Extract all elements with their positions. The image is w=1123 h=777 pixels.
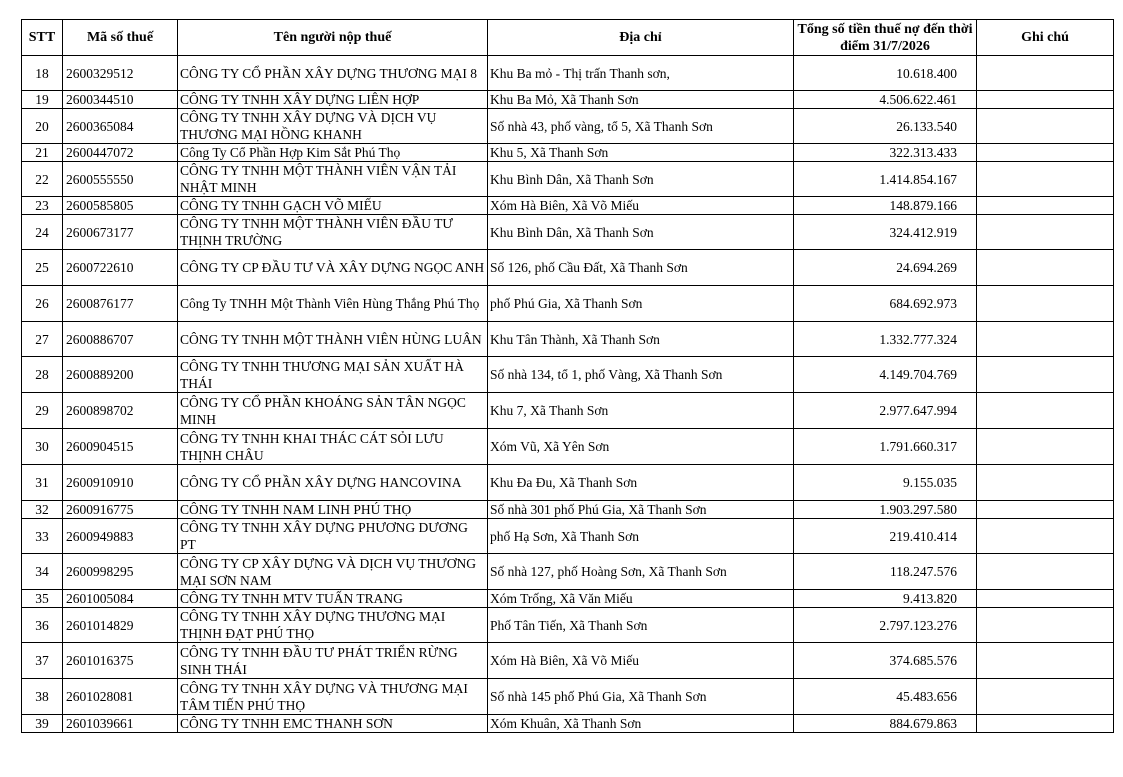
row-tax-code: 2600555550 <box>63 162 178 197</box>
row-debt-amount: 10.618.400 <box>794 56 977 91</box>
row-debt-amount: 148.879.166 <box>794 197 977 215</box>
row-taxpayer-name: CÔNG TY TNHH XÂY DỰNG LIÊN HỢP <box>178 91 488 109</box>
header-address: Địa chỉ <box>488 20 794 56</box>
row-notes <box>977 554 1114 590</box>
row-stt: 24 <box>22 215 63 250</box>
row-stt: 22 <box>22 162 63 197</box>
row-tax-code: 2600998295 <box>63 554 178 590</box>
row-notes <box>977 643 1114 679</box>
row-address: Khu 5, Xã Thanh Sơn <box>488 144 794 162</box>
table-row <box>22 162 1114 197</box>
row-debt-amount: 9.413.820 <box>794 590 977 608</box>
row-address: Khu Bình Dân, Xã Thanh Sơn <box>488 162 794 197</box>
row-tax-code: 2601039661 <box>63 715 178 733</box>
row-debt-amount: 322.313.433 <box>794 144 977 162</box>
row-taxpayer-name: CÔNG TY CP ĐẦU TƯ VÀ XÂY DỰNG NGỌC ANH <box>178 250 488 286</box>
row-tax-code: 2600876177 <box>63 286 178 322</box>
row-taxpayer-name: CÔNG TY TNHH MỘT THÀNH VIÊN HÙNG LUÂN <box>178 322 488 357</box>
row-address: Số nhà 134, tổ 1, phố Vàng, Xã Thanh Sơn <box>488 357 794 393</box>
row-notes <box>977 679 1114 715</box>
table-row <box>22 501 1114 519</box>
row-address: Số nhà 301 phố Phú Gia, Xã Thanh Sơn <box>488 501 794 519</box>
table-row <box>22 393 1114 429</box>
row-stt: 28 <box>22 357 63 393</box>
tax-debt-table <box>21 19 1114 733</box>
row-notes <box>977 144 1114 162</box>
row-taxpayer-name: CÔNG TY TNHH XÂY DỰNG VÀ THƯƠNG MẠI TÂM TIẾN PHÚ THỌ <box>178 679 488 715</box>
table-row <box>22 608 1114 643</box>
table-row <box>22 197 1114 215</box>
row-debt-amount: 4.149.704.769 <box>794 357 977 393</box>
row-notes <box>977 322 1114 357</box>
row-taxpayer-name: CÔNG TY TNHH MTV TUẤN TRANG <box>178 590 488 608</box>
row-debt-amount: 24.694.269 <box>794 250 977 286</box>
row-stt: 25 <box>22 250 63 286</box>
row-notes <box>977 56 1114 91</box>
row-taxpayer-name: CÔNG TY CỔ PHẦN XÂY DỰNG HANCOVINA <box>178 465 488 501</box>
row-tax-code: 2600329512 <box>63 56 178 91</box>
row-stt: 34 <box>22 554 63 590</box>
row-taxpayer-name: CÔNG TY TNHH EMC THANH SƠN <box>178 715 488 733</box>
header-taxpayer-name: Tên người nộp thuế <box>178 20 488 56</box>
row-taxpayer-name: CÔNG TY TNHH KHAI THÁC CÁT SỎI LƯU THỊNH CHÂU <box>178 429 488 465</box>
row-debt-amount: 374.685.576 <box>794 643 977 679</box>
row-address: Số 126, phố Cầu Đất, Xã Thanh Sơn <box>488 250 794 286</box>
row-notes <box>977 250 1114 286</box>
row-address: Khu 7, Xã Thanh Sơn <box>488 393 794 429</box>
row-tax-code: 2600585805 <box>63 197 178 215</box>
table-row <box>22 109 1114 144</box>
row-stt: 20 <box>22 109 63 144</box>
header-tax-code: Mã số thuế <box>63 20 178 56</box>
row-taxpayer-name: CÔNG TY TNHH XÂY DỰNG VÀ DỊCH VỤ THƯƠNG MẠI HỒNG KHANH <box>178 109 488 144</box>
row-notes <box>977 109 1114 144</box>
table-row <box>22 643 1114 679</box>
row-address: Khu Ba mỏ - Thị trấn Thanh sơn, <box>488 56 794 91</box>
table-row <box>22 56 1114 91</box>
row-address: Số nhà 43, phố vàng, tổ 5, Xã Thanh Sơn <box>488 109 794 144</box>
row-debt-amount: 1.414.854.167 <box>794 162 977 197</box>
table-row <box>22 715 1114 733</box>
row-stt: 27 <box>22 322 63 357</box>
row-notes <box>977 608 1114 643</box>
row-notes <box>977 590 1114 608</box>
row-stt: 29 <box>22 393 63 429</box>
row-debt-amount: 26.133.540 <box>794 109 977 144</box>
row-stt: 39 <box>22 715 63 733</box>
row-address: phố Phú Gia, Xã Thanh Sơn <box>488 286 794 322</box>
row-tax-code: 2600904515 <box>63 429 178 465</box>
row-notes <box>977 519 1114 554</box>
row-stt: 21 <box>22 144 63 162</box>
table-row <box>22 465 1114 501</box>
row-address: Số nhà 145 phố Phú Gia, Xã Thanh Sơn <box>488 679 794 715</box>
table-row <box>22 357 1114 393</box>
row-debt-amount: 2.977.647.994 <box>794 393 977 429</box>
table-header-row <box>22 20 1114 56</box>
row-stt: 37 <box>22 643 63 679</box>
row-taxpayer-name: CÔNG TY TNHH GẠCH VÕ MIẾU <box>178 197 488 215</box>
row-address: Số nhà 127, phố Hoàng Sơn, Xã Thanh Sơn <box>488 554 794 590</box>
row-notes <box>977 501 1114 519</box>
row-debt-amount: 45.483.656 <box>794 679 977 715</box>
row-stt: 19 <box>22 91 63 109</box>
row-address: Khu Đa Đu, Xã Thanh Sơn <box>488 465 794 501</box>
row-tax-code: 2601005084 <box>63 590 178 608</box>
row-address: Xóm Vũ, Xã Yên Sơn <box>488 429 794 465</box>
row-taxpayer-name: CÔNG TY TNHH MỘT THÀNH VIÊN VẬN TẢI NHẬT MINH <box>178 162 488 197</box>
row-debt-amount: 1.332.777.324 <box>794 322 977 357</box>
row-taxpayer-name: Công Ty TNHH Một Thành Viên Hùng Thắng Phú Thọ <box>178 286 488 322</box>
table-row <box>22 679 1114 715</box>
table-row <box>22 250 1114 286</box>
row-notes <box>977 357 1114 393</box>
row-address: Khu Ba Mỏ, Xã Thanh Sơn <box>488 91 794 109</box>
row-tax-code: 2600898702 <box>63 393 178 429</box>
row-notes <box>977 715 1114 733</box>
row-address: Xóm Khuân, Xã Thanh Sơn <box>488 715 794 733</box>
row-taxpayer-name: CÔNG TY CỔ PHẦN XÂY DỰNG THƯƠNG MẠI 8 <box>178 56 488 91</box>
table-row <box>22 429 1114 465</box>
row-stt: 38 <box>22 679 63 715</box>
row-address: phố Hạ Sơn, Xã Thanh Sơn <box>488 519 794 554</box>
row-tax-code: 2600673177 <box>63 215 178 250</box>
row-tax-code: 2600949883 <box>63 519 178 554</box>
row-debt-amount: 324.412.919 <box>794 215 977 250</box>
table-row <box>22 144 1114 162</box>
table-row <box>22 322 1114 357</box>
table-row <box>22 554 1114 590</box>
table-row <box>22 215 1114 250</box>
row-tax-code: 2600447072 <box>63 144 178 162</box>
row-stt: 32 <box>22 501 63 519</box>
row-debt-amount: 1.903.297.580 <box>794 501 977 519</box>
row-stt: 31 <box>22 465 63 501</box>
row-stt: 23 <box>22 197 63 215</box>
row-tax-code: 2600886707 <box>63 322 178 357</box>
row-address: Xóm Hà Biên, Xã Võ Miếu <box>488 643 794 679</box>
header-stt: STT <box>22 20 63 56</box>
row-debt-amount: 684.692.973 <box>794 286 977 322</box>
row-taxpayer-name: CÔNG TY TNHH ĐẦU TƯ PHÁT TRIỂN RỪNG SINH THÁI <box>178 643 488 679</box>
table-row <box>22 519 1114 554</box>
table-row <box>22 590 1114 608</box>
row-stt: 33 <box>22 519 63 554</box>
row-tax-code: 2600889200 <box>63 357 178 393</box>
row-address: Phố Tân Tiến, Xã Thanh Sơn <box>488 608 794 643</box>
row-taxpayer-name: CÔNG TY TNHH THƯƠNG MẠI SẢN XUẤT HÀ THÁI <box>178 357 488 393</box>
header-debt-amount: Tổng số tiền thuế nợ đến thời điểm 31/7/2026 <box>794 20 977 56</box>
row-tax-code: 2600344510 <box>63 91 178 109</box>
row-debt-amount: 884.679.863 <box>794 715 977 733</box>
row-taxpayer-name: CÔNG TY TNHH XÂY DỰNG PHƯƠNG DƯƠNG PT <box>178 519 488 554</box>
row-debt-amount: 4.506.622.461 <box>794 91 977 109</box>
row-address: Khu Bình Dân, Xã Thanh Sơn <box>488 215 794 250</box>
row-tax-code: 2600722610 <box>63 250 178 286</box>
row-stt: 35 <box>22 590 63 608</box>
row-notes <box>977 215 1114 250</box>
header-notes: Ghi chú <box>977 20 1114 56</box>
row-taxpayer-name: CÔNG TY TNHH XÂY DỰNG THƯƠNG MẠI THỊNH ĐẠT PHÚ THỌ <box>178 608 488 643</box>
row-stt: 26 <box>22 286 63 322</box>
row-debt-amount: 219.410.414 <box>794 519 977 554</box>
row-tax-code: 2600365084 <box>63 109 178 144</box>
row-debt-amount: 9.155.035 <box>794 465 977 501</box>
row-debt-amount: 1.791.660.317 <box>794 429 977 465</box>
row-tax-code: 2600916775 <box>63 501 178 519</box>
row-stt: 30 <box>22 429 63 465</box>
row-address: Khu Tân Thành, Xã Thanh Sơn <box>488 322 794 357</box>
row-taxpayer-name: CÔNG TY TNHH MỘT THÀNH VIÊN ĐẦU TƯ THỊNH TRƯỜNG <box>178 215 488 250</box>
row-tax-code: 2601014829 <box>63 608 178 643</box>
row-tax-code: 2600910910 <box>63 465 178 501</box>
table-row <box>22 91 1114 109</box>
row-tax-code: 2601028081 <box>63 679 178 715</box>
row-taxpayer-name: CÔNG TY TNHH NAM LINH PHÚ THỌ <box>178 501 488 519</box>
row-taxpayer-name: CÔNG TY CỔ PHẦN KHOÁNG SẢN TÂN NGỌC MINH <box>178 393 488 429</box>
row-notes <box>977 91 1114 109</box>
row-notes <box>977 286 1114 322</box>
row-notes <box>977 429 1114 465</box>
row-debt-amount: 2.797.123.276 <box>794 608 977 643</box>
row-taxpayer-name: Công Ty Cổ Phần Hợp Kim Sắt Phú Thọ <box>178 144 488 162</box>
row-notes <box>977 393 1114 429</box>
row-taxpayer-name: CÔNG TY CP XÂY DỰNG VÀ DỊCH VỤ THƯƠNG MẠI SƠN NAM <box>178 554 488 590</box>
row-address: Xóm Hà Biên, Xã Võ Miếu <box>488 197 794 215</box>
row-notes <box>977 162 1114 197</box>
row-stt: 18 <box>22 56 63 91</box>
row-tax-code: 2601016375 <box>63 643 178 679</box>
row-stt: 36 <box>22 608 63 643</box>
row-debt-amount: 118.247.576 <box>794 554 977 590</box>
row-notes <box>977 197 1114 215</box>
row-notes <box>977 465 1114 501</box>
row-address: Xóm Trống, Xã Văn Miếu <box>488 590 794 608</box>
table-row <box>22 286 1114 322</box>
